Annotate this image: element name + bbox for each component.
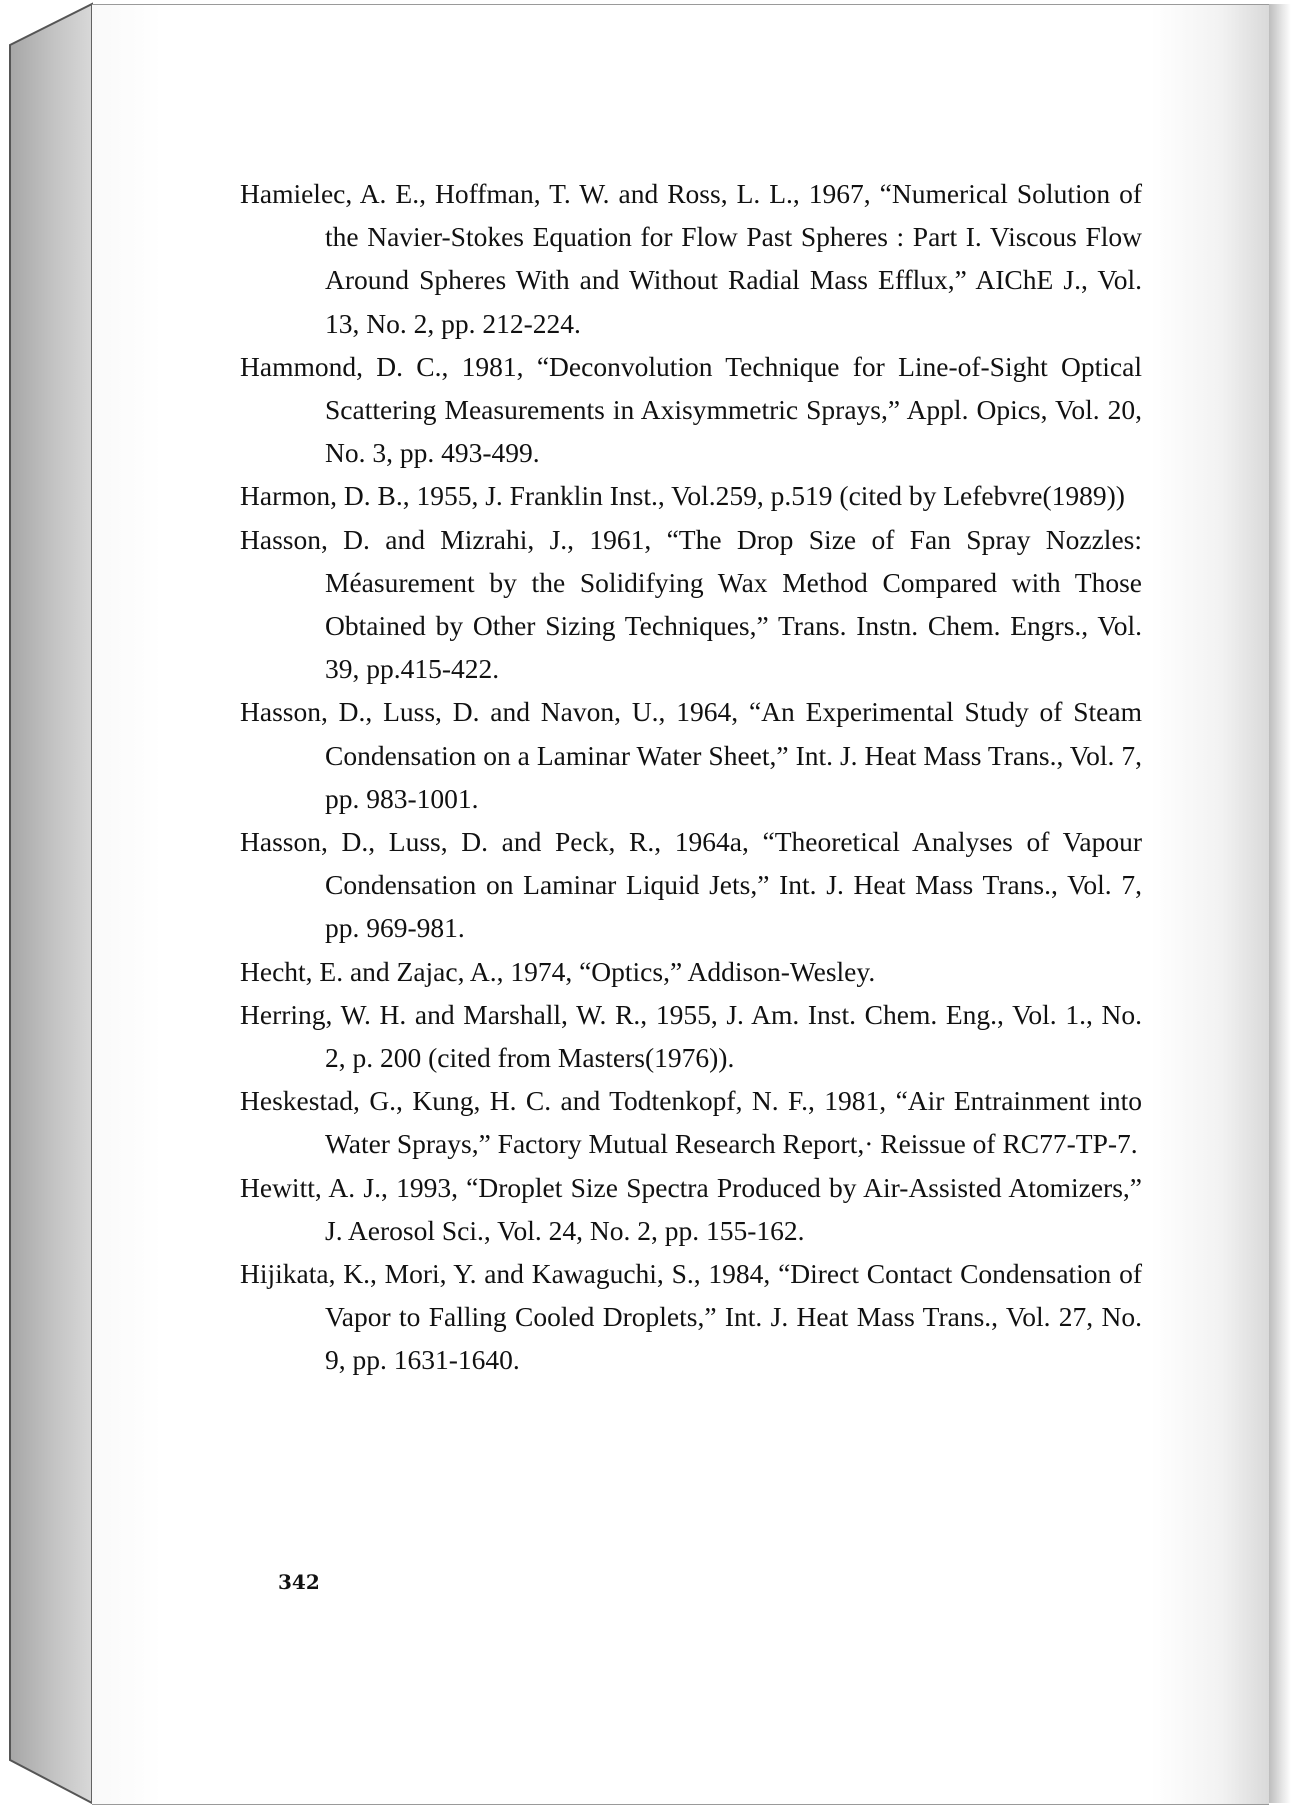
reference-entry: Hasson, D., Luss, D. and Peck, R., 1964a, “Theoretical Analyses of Vapour Condensation on Laminar Liquid Jets,” Int. J. Heat Mass Trans., Vol. 7, pp. 969-981. (240, 826, 1142, 944)
spine-face (10, 4, 92, 1803)
reference-entry: Hijikata, K., Mori, Y. and Kawaguchi, S., 1984, “Direct Contact Condensation of Vapor to Falling Cooled Droplets,” Int. J. Heat Mass Trans., Vol. 27, No. 9, pp. 1631-1640. (240, 1258, 1142, 1376)
page-number: 342 (278, 1570, 320, 1594)
reference-entry: Hamielec, A. E., Hoffman, T. W. and Ross, L. L., 1967, “Numerical Solution of the Navier-Stokes Equation for Flow Past Spheres : Part I. Viscous Flow Around Spheres With and Without Radial Mass Efflux,” AIChE J., Vol. 13, No. 2, pp. 212-224. (240, 178, 1142, 339)
reference-entry: Herring, W. H. and Marshall, W. R., 1955, J. Am. Inst. Chem. Eng., Vol. 1., No. 2, p. 200 (cited from Masters(1976)). (240, 998, 1142, 1074)
reference-entry: Heskestad, G., Kung, H. C. and Todtenkopf, N. F., 1981, “Air Entrainment into Water Sprays,” Factory Mutual Research Report,· Reissue of RC77-TP-7. (240, 1085, 1142, 1160)
reference-entry: Hasson, D., Luss, D. and Navon, U., 1964, “An Experimental Study of Steam Condensation on a Laminar Water Sheet,” Int. J. Heat Mass Trans., Vol. 7, pp. 983-1001. (240, 696, 1142, 814)
reference-entry: Hammond, D. C., 1981, “Deconvolution Technique for Line-of-Sight Optical Scattering Measurements in Axisymmetric Sprays,” Appl. Opics, Vol. 20, No. 3, pp. 493-499. (240, 350, 1142, 469)
reference-list (240, 172, 1142, 1382)
reference-entry: Hasson, D. and Mizrahi, J., 1961, “The Drop Size of Fan Spray Nozzles: Méasurement by the Solidifying Wax Method Compared with Those Obtained by Other Sizing Techniques,” Trans. Instn. Chem. Engrs., Vol. 39, pp.415-422. (240, 523, 1142, 685)
reference-entry: Hecht, E. and Zajac, A., 1974, “Optics,” Addison-Wesley. (240, 955, 876, 987)
page-edge-shadow (1269, 4, 1291, 1803)
reference-entry: Harmon, D. B., 1955, J. Franklin Inst., Vol.259, p.519 (cited by Lefebvre(1989)) (240, 480, 1125, 512)
reference-entry: Hewitt, A. J., 1993, “Droplet Size Spectra Produced by Air-Assisted Atomizers,” J. Aerosol Sci., Vol. 24, No. 2, pp. 155-162. (240, 1171, 1142, 1246)
